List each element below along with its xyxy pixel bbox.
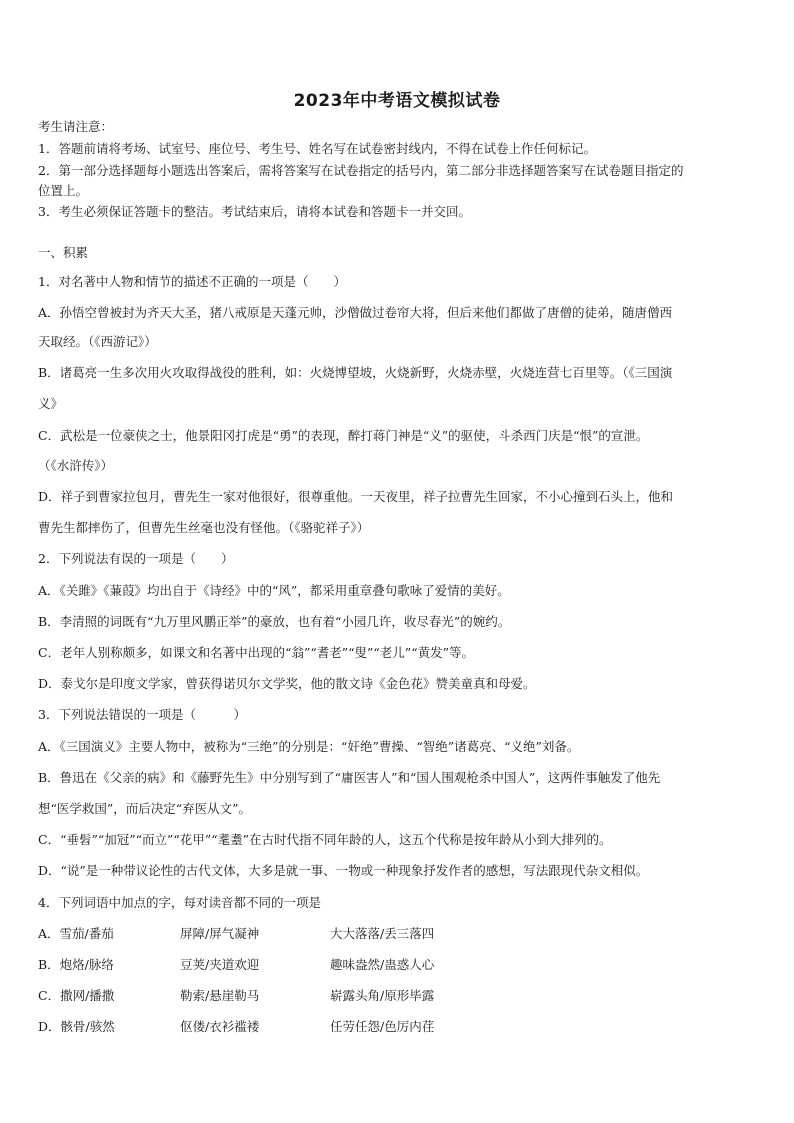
q2-option-c: C．老年人别称颇多，如课文和名著中出现的“翁”“耆老”“叟”“老儿”“黄发”等。 <box>38 645 474 660</box>
q4-option-d-col1: D．骸骨/骇然 <box>38 1019 115 1034</box>
q4-option-a-col2: 屏障/屏气凝神 <box>180 926 260 941</box>
q4-option-b-col2: 豆荚/夹道欢迎 <box>180 957 260 972</box>
notice-item-2: 2．第一部分选择题每小题选出答案后，需将答案写在试卷指定的括号内，第二部分非选择题答案写在试卷题目指定的 <box>38 163 684 178</box>
q2-option-d: D．泰戈尔是印度文学家，曾获得诺贝尔文学奖，他的散文诗《金色花》赞美童真和母爱。 <box>38 676 536 691</box>
q2-option-b: B．李清照的词既有“九万里风鹏正举”的豪放，也有着“小园几许，收尽春光”的婉约。 <box>38 614 511 629</box>
q1-option-d: D．祥子到曹家拉包月，曹先生一家对他很好，很尊重他。一天夜里，祥子拉曹先生回家，不小心撞到石头上，他和 <box>38 489 674 504</box>
q3-option-a: A．《三国演义》主要人物中，被称为“三绝”的分别是：“奸绝”曹操、“智绝”诸葛亮、“义绝”刘备。 <box>38 739 580 754</box>
q4-option-a-col1: A．雪茄/番茄 <box>38 926 114 941</box>
q4-option-a-col3: 大大落落/丢三落四 <box>330 926 435 941</box>
q4-option-c-col1: C．撒网/播撒 <box>38 988 115 1003</box>
q3-option-b-cont: 想“医学救国”，而后决定“弃医从文”。 <box>38 801 252 816</box>
q4-option-c-col2: 勒索/悬崖勒马 <box>180 988 260 1003</box>
q3-option-b: B．鲁迅在《父亲的病》和《藤野先生》中分别写到了“庸医害人”和“国人围观枪杀中国人”，这两件事触发了他先 <box>38 770 661 785</box>
q1-option-b-cont: 义》 <box>38 396 64 411</box>
q4-stem: 4．下列词语中加点的字，每对读音都不同的一项是 <box>38 895 321 910</box>
q2-option-a: A．《关雎》《蒹葭》均出自于《诗经》中的“风”，都采用重章叠句歌咏了爱情的美好。 <box>38 583 510 598</box>
notice-item-3: 3．考生必须保证答题卡的整洁。考试结束后，请将本试卷和答题卡一并交回。 <box>38 204 471 219</box>
q3-option-c: C．“垂髫”“加冠”“而立”“花甲”“耄耋”在古时代指不同年龄的人，这五个代称是按年龄从小到大排列的。 <box>38 832 612 847</box>
q1-option-a-cont: 天取经。（《西游记》） <box>38 334 157 349</box>
q4-option-d-col3: 任劳任怨/色厉内荏 <box>330 1019 435 1034</box>
notice-heading: 考生请注意： <box>38 119 114 134</box>
q1-option-c-cont: （《水浒传》） <box>38 458 114 473</box>
q3-option-d: D．“说”是一种带议论性的古代文体，大多是就一事、一物或一种现象抒发作者的感想，写法跟现代杂文相似。 <box>38 863 649 878</box>
notice-item-2-cont: 位置上。 <box>38 183 89 198</box>
q2-stem: 2．下列说法有误的一项是（ ） <box>38 551 234 566</box>
page-title: 2023年中考语文模拟试卷 <box>293 91 501 111</box>
notice-item-1: 1．答题前请将考场、试室号、座位号、考生号、姓名写在试卷密封线内，不得在试卷上作任何标记。 <box>38 141 596 156</box>
q4-option-d-col2: 伛偻/衣衫褴褛 <box>180 1019 260 1034</box>
section-heading: 一、积累 <box>38 245 89 260</box>
q4-option-b-col1: B．炮烙/脉络 <box>38 957 114 972</box>
q1-option-c: C．武松是一位豪侠之士，他景阳冈打虎是“勇”的表现，醉打蒋门神是“义”的驱使，斗杀西门庆是“恨”的宣泄。 <box>38 428 649 443</box>
q1-option-a: A．孙悟空曾被封为齐天大圣，猪八戒原是天蓬元帅，沙僧做过卷帘大将，但后来他们都做了唐僧的徒弟，随唐僧西 <box>38 305 673 320</box>
q1-option-b: B．诸葛亮一生多次用火攻取得战役的胜利，如：火烧博望坡，火烧新野，火烧赤壁，火烧连营七百里等。（《三国演 <box>38 365 673 380</box>
q4-option-c-col3: 崭露头角/原形毕露 <box>330 988 435 1003</box>
q3-stem: 3．下列说法错误的一项是（ ） <box>38 707 246 722</box>
q4-option-b-col3: 趣味盎然/蛊惑人心 <box>330 957 435 972</box>
q1-option-d-cont: 曹先生都摔伤了，但曹先生丝毫也没有怪他。（《骆驼祥子》） <box>38 520 370 535</box>
q1-stem: 1．对名著中人物和情节的描述不正确的一项是（ ） <box>38 274 346 289</box>
